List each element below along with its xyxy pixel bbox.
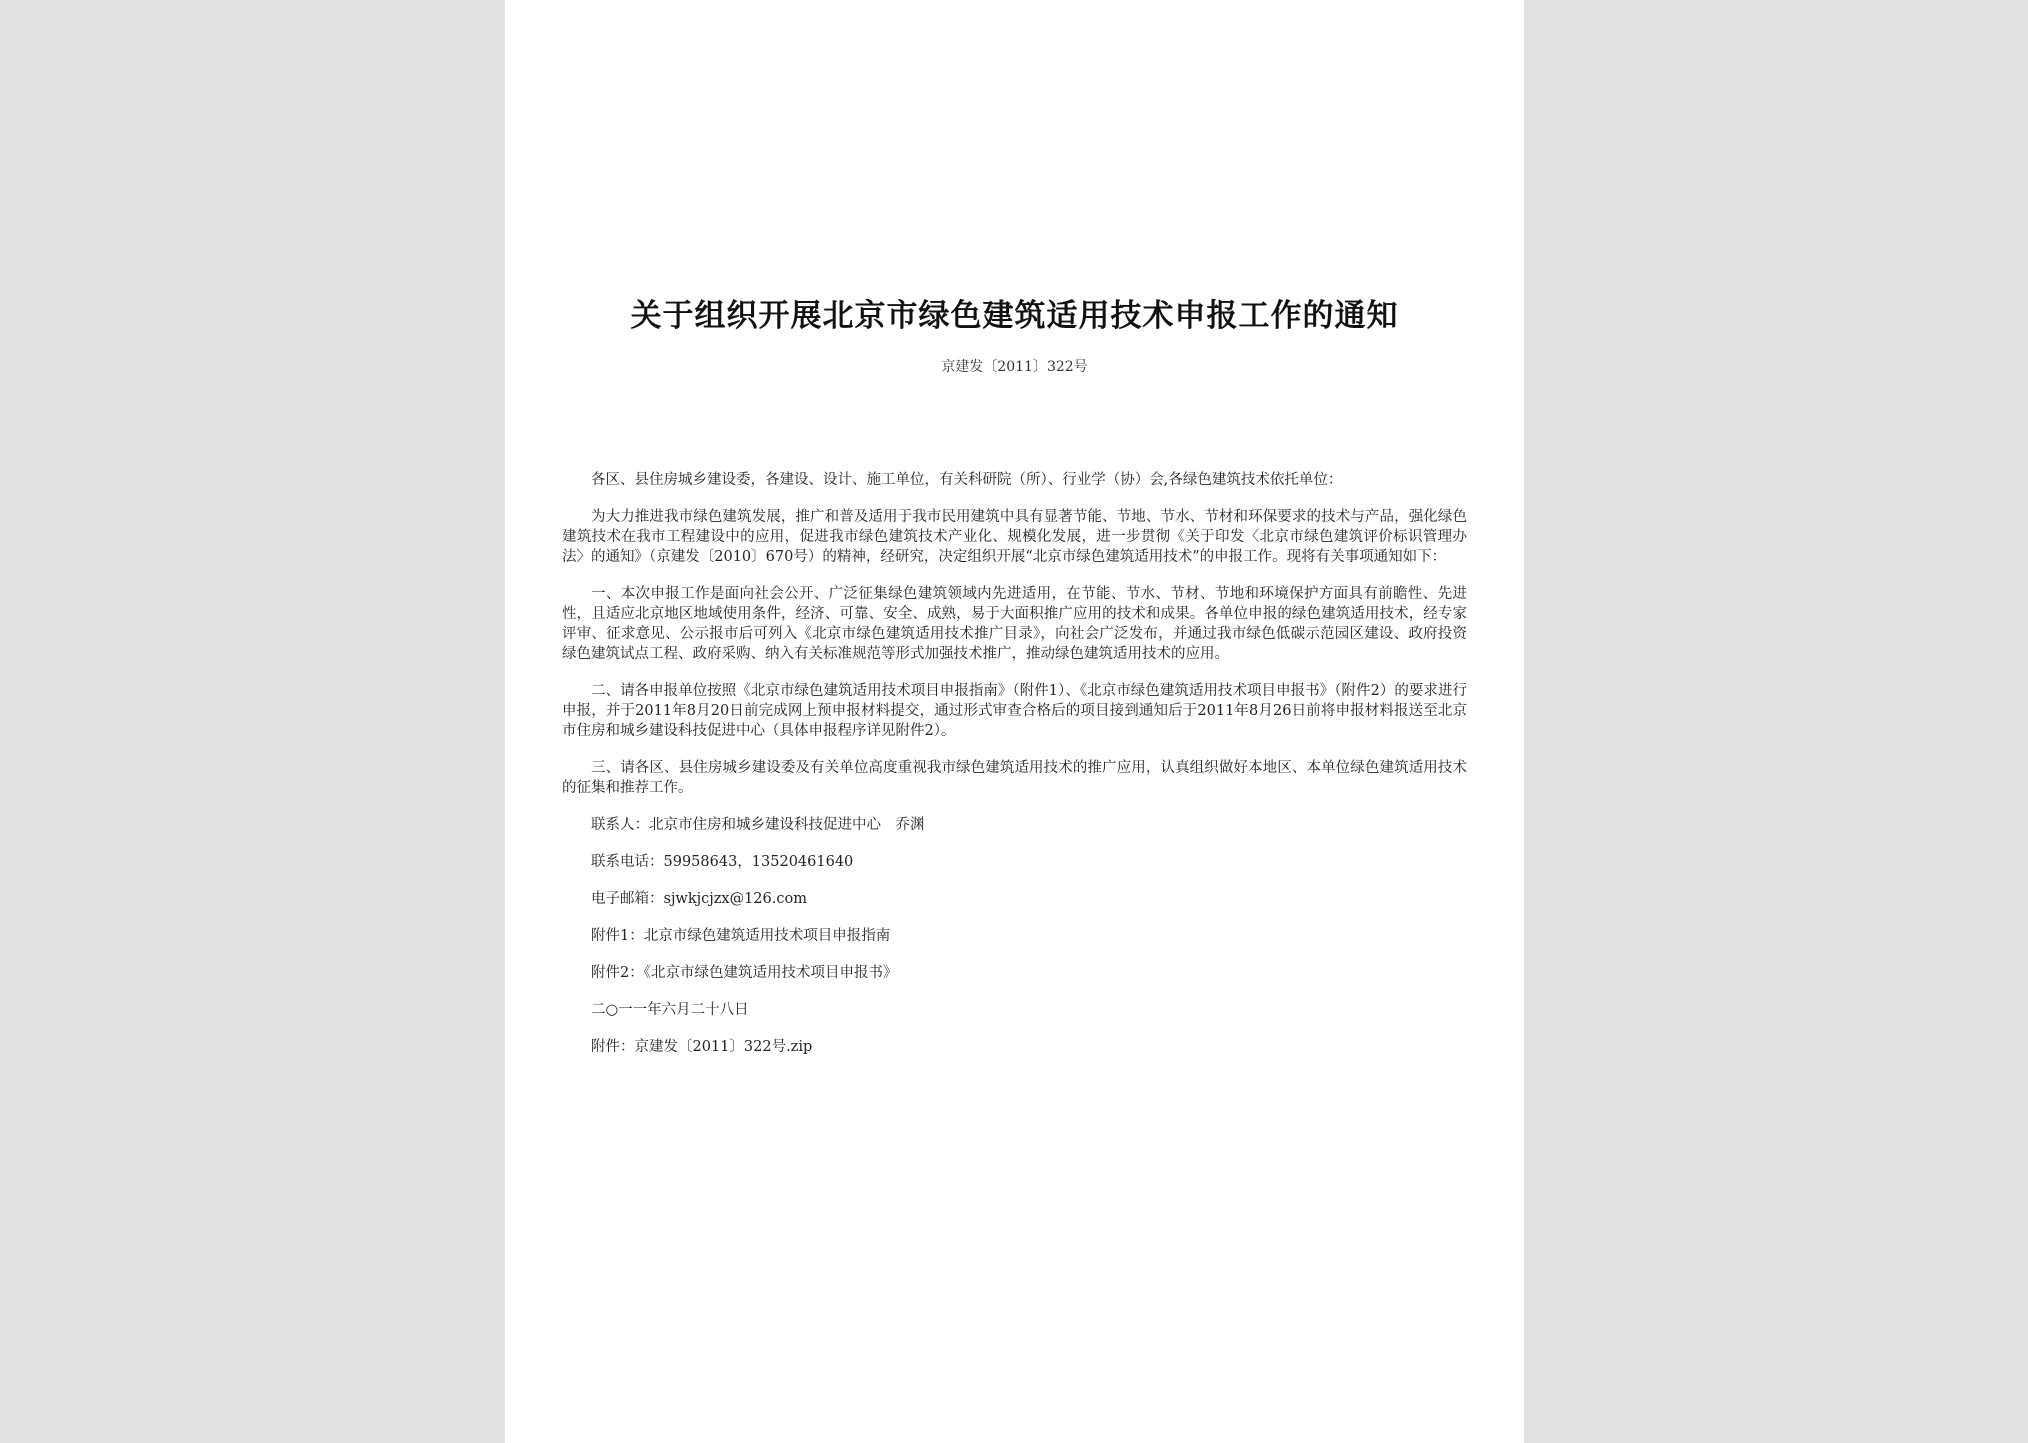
contact-person: 联系人：北京市住房和城乡建设科技促进中心 乔渊 bbox=[591, 817, 925, 833]
document-page bbox=[505, 0, 1524, 1443]
item-three-paragraph: 三、请各区、县住房城乡建设委及有关单位高度重视我市绿色建筑适用技术的推广应用，认真组织做好本地区、本单位绿色建筑适用技术的征集和推荐工作。 bbox=[562, 760, 1467, 796]
attachment-two: 附件2：《北京市绿色建筑适用技术项目申报书》 bbox=[591, 965, 898, 981]
page-title: 关于组织开展北京市绿色建筑适用技术申报工作的通知 bbox=[630, 298, 1399, 334]
item-two-paragraph: 二、请各申报单位按照《北京市绿色建筑适用技术项目申报指南》（附件1）、《北京市绿色建筑适用技术项目申报书》（附件2）的要求进行申报，并于2011年8月20日前完成网上预申报材料提交，通过形式审查合格后的项目接到通知后于2011年8月26日前将申报材料报送至北京市住房和城乡建设科技促进中心（具体申报程序详见附件2）。 bbox=[562, 683, 1467, 739]
attachment-one: 附件1：北京市绿色建筑适用技术项目申报指南 bbox=[591, 928, 891, 944]
contact-phone: 联系电话：59958643，13520461640 bbox=[591, 854, 854, 870]
contact-email: 电子邮箱：sjwkjcjzx@126.com bbox=[591, 891, 807, 907]
document-number: 京建发〔2011〕322号 bbox=[941, 359, 1088, 375]
file-attachment-link[interactable]: 附件：京建发〔2011〕322号.zip bbox=[591, 1039, 813, 1055]
intro-paragraph: 为大力推进我市绿色建筑发展，推广和普及适用于我市民用建筑中具有显著节能、节地、节水、节材和环保要求的技术与产品，强化绿色建筑技术在我市工程建设中的应用，促进我市绿色建筑技术产业化、规模化发展，进一步贯彻《关于印发〈北京市绿色建筑评价标识管理办法〉的通知》（京建发〔2010〕670号）的精神，经研究，决定组织开展“北京市绿色建筑适用技术”的申报工作。现将有关事项通知如下： bbox=[562, 509, 1467, 565]
document-body bbox=[562, 470, 1467, 1074]
salutation: 各区、县住房城乡建设委，各建设、设计、施工单位，有关科研院（所）、行业学（协）会,各绿色建筑技术依托单位： bbox=[591, 472, 1343, 488]
item-one-paragraph: 一、本次申报工作是面向社会公开、广泛征集绿色建筑领域内先进适用，在节能、节水、节材、节地和环境保护方面具有前瞻性、先进性，且适应北京地区地域使用条件，经济、可靠、安全、成熟，易于大面积推广应用的技术和成果。各单位申报的绿色建筑适用技术，经专家评审、征求意见、公示报市后可列入《北京市绿色建筑适用技术推广目录》，向社会广泛发布，并通过我市绿色低碳示范园区建设、政府投资绿色建筑试点工程、政府采购、纳入有关标准规范等形式加强技术推广，推动绿色建筑适用技术的应用。 bbox=[562, 586, 1467, 662]
issue-date: 二○一一年六月二十八日 bbox=[591, 1002, 749, 1018]
